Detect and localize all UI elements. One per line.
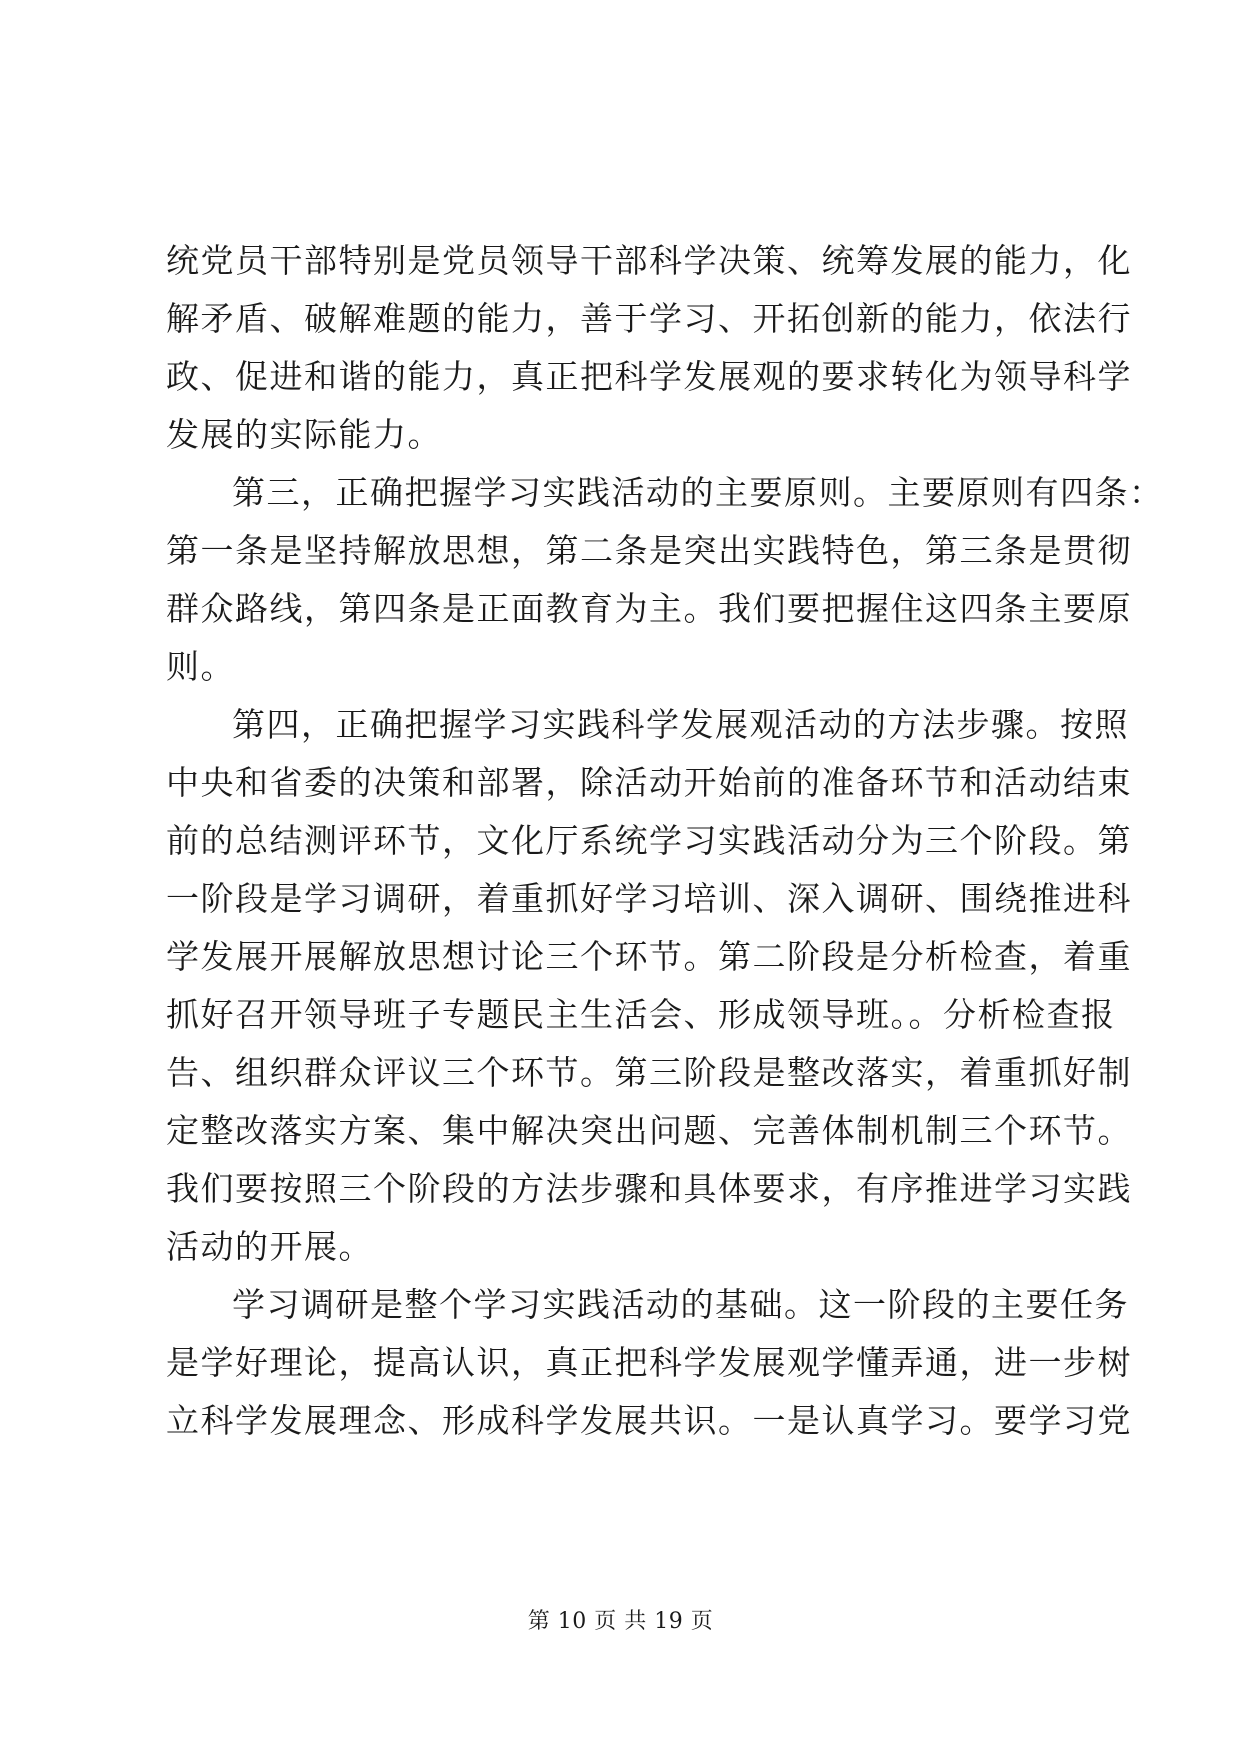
page-footer: 第 10 页 共 19 页	[527, 1609, 714, 1634]
text-line: 学发展开展解放思想讨论三个环节。第二阶段是分析检查，着重	[166, 937, 1132, 976]
text-line: 第一条是坚持解放思想，第二条是突出实践特色，第三条是贯彻	[166, 531, 1132, 570]
text-line: 定整改落实方案、集中解决突出问题、完善体制机制三个环节。	[166, 1111, 1132, 1150]
text-line: 前的总结测评环节，文化厅系统学习实践活动分为三个阶段。第	[166, 821, 1132, 860]
text-line: 一阶段是学习调研，着重抓好学习培训、深入调研、围绕推进科	[166, 879, 1132, 918]
text-line: 群众路线，第四条是正面教育为主。我们要把握住这四条主要原	[166, 589, 1132, 628]
text-line: 活动的开展。	[166, 1227, 373, 1266]
text-line: 学习调研是整个学习实践活动的基础。这一阶段的主要任务	[232, 1285, 1129, 1324]
text-line: 是学好理论，提高认识，真正把科学发展观学懂弄通，进一步树	[166, 1343, 1132, 1382]
text-line: 立科学发展理念、形成科学发展共识。一是认真学习。要学习党	[166, 1401, 1132, 1440]
text-line: 发展的实际能力。	[166, 415, 442, 454]
text-line: 第四，正确把握学习实践科学发展观活动的方法步骤。按照	[232, 705, 1129, 744]
text-line: 统党员干部特别是党员领导干部科学决策、统筹发展的能力，化	[166, 241, 1132, 280]
text-line: 第三，正确把握学习实践活动的主要原则。主要原则有四条：	[232, 473, 1164, 512]
text-line: 政、促进和谐的能力，真正把科学发展观的要求转化为领导科学	[166, 357, 1132, 396]
text-line: 抓好召开领导班子专题民主生活会、形成领导班。。分析检查报	[166, 995, 1116, 1034]
document-body	[166, 232, 1164, 1450]
text-line: 我们要按照三个阶段的方法步骤和具体要求，有序推进学习实践	[166, 1169, 1132, 1208]
text-line: 中央和省委的决策和部署，除活动开始前的准备环节和活动结束	[166, 763, 1132, 802]
text-line: 则。	[166, 647, 235, 686]
text-line: 解矛盾、破解难题的能力，善于学习、开拓创新的能力，依法行	[166, 299, 1132, 338]
text-line: 告、组织群众评议三个环节。第三阶段是整改落实，着重抓好制	[166, 1053, 1132, 1092]
